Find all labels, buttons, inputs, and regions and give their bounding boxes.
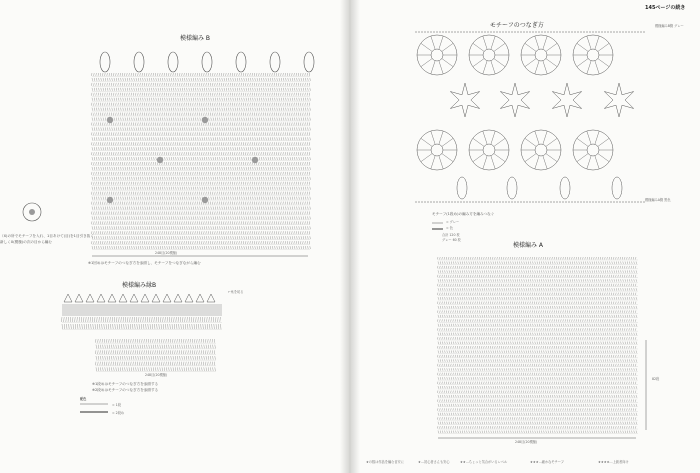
motif-flower-row1-spoke <box>535 36 539 49</box>
chart-a-side-label: 82段 <box>652 377 660 381</box>
motif-flower-row2-spoke <box>473 138 484 146</box>
edging-triangle <box>86 294 94 302</box>
motif-flower-row2-spoke <box>421 154 432 162</box>
motif-star <box>552 83 581 117</box>
chart-b-motif-dot <box>202 197 208 203</box>
chart-b-stitches <box>91 73 310 250</box>
motif-flower-row1-spoke <box>598 59 609 67</box>
chart-b-width-label: 248目(20模様) <box>155 251 178 255</box>
motif-flower-row1-spoke <box>595 61 599 74</box>
chart-b2-note-1: ※1段めはモチーフのつなぎ方を参照する <box>92 382 159 386</box>
page-header-label: 145ページの続き <box>645 5 686 11</box>
motif-flower-row2-spoke <box>473 154 484 162</box>
chart-a-title: 模様編み A <box>513 242 544 249</box>
motif-flower-row1-center <box>587 49 599 61</box>
chart-a-stitches <box>437 257 638 434</box>
motif-flower-row2-spoke <box>421 138 432 146</box>
motif-flower-row1-spoke <box>525 59 536 67</box>
motif-callout-bottom: 模様編みA側 黒色 <box>645 198 671 202</box>
edging-triangle <box>185 294 193 302</box>
chart-b-motif-dot <box>202 117 208 123</box>
motif-flower-row2-spoke <box>491 131 495 144</box>
chart-b2-title: 模様編み縁B <box>122 282 157 289</box>
motif-flower-row2-spoke <box>439 156 443 169</box>
motif-flower-row2-center <box>587 144 599 156</box>
side-note-line-2: 新しくX(模様)の次の目から編む <box>0 240 52 244</box>
motif-flower-row1-spoke <box>483 36 487 49</box>
chart-b-loop <box>236 52 246 72</box>
motif-flower-row1-spoke <box>525 43 536 51</box>
edging-triangle <box>174 294 182 302</box>
chart-b2-width-label: 248目(20模様) <box>145 373 168 377</box>
motif-flower-row1-spoke <box>491 36 495 49</box>
motif-flower-row2-spoke <box>525 154 536 162</box>
motif-flower-row1-spoke <box>431 61 435 74</box>
motif-flower-row2-spoke <box>442 138 453 146</box>
motif-callout-top: 模様編みB側 グレー <box>655 24 684 28</box>
chart-b-loop <box>202 52 212 72</box>
motif-bottom-loop <box>507 177 517 199</box>
legend-item-2: = 2段め <box>112 411 125 415</box>
motif-flower-row1-spoke <box>535 61 539 74</box>
legend-item-1: = 1段 <box>112 403 121 407</box>
motif-flower-row2-spoke <box>577 154 588 162</box>
motif-flower-row2-spoke <box>494 154 505 162</box>
chart-b2-stitches <box>95 339 216 372</box>
motif-flower-row1-spoke <box>587 61 591 74</box>
footer-item-5: ★★★★…上級者向け <box>598 460 629 464</box>
edging-triangle <box>97 294 105 302</box>
motif-flower-row1-center <box>483 49 495 61</box>
motif-flower-row2-spoke <box>525 138 536 146</box>
motif-flower-row1-spoke <box>577 59 588 67</box>
motif-star <box>500 83 529 117</box>
motif-count-2: グレー 60 枚 <box>442 238 461 242</box>
chart-b-motif-dot <box>107 117 113 123</box>
motif-flower-row2-spoke <box>494 138 505 146</box>
motif-flower-row1-spoke <box>543 61 547 74</box>
motif-flower-row2-spoke <box>598 154 609 162</box>
motif-flower-row1-spoke <box>494 43 505 51</box>
motif-flower-row2-spoke <box>442 154 453 162</box>
motif-note: モチーフ(1段め)の編み方を編みつなぐ <box>432 212 495 216</box>
motif-flower-row2-spoke <box>598 138 609 146</box>
motif-flower-row2-spoke <box>546 154 557 162</box>
footer-item-3: ★★…ちょっと気合がいるレベル <box>460 460 508 464</box>
motif-bottom-loop <box>612 177 622 199</box>
motif-flower-row2-spoke <box>543 131 547 144</box>
edging-triangle <box>108 294 116 302</box>
edging-triangle <box>75 294 83 302</box>
motif-flower-row1-spoke <box>577 43 588 51</box>
motif-flower-row1-spoke <box>442 59 453 67</box>
motif-bottom-loop <box>457 177 467 199</box>
small-motif-center <box>29 209 35 215</box>
legend-title: 配色 <box>80 397 87 401</box>
motif-flower-row1-center <box>431 49 443 61</box>
edging-triangle <box>130 294 138 302</box>
motif-flower-row2-spoke <box>587 131 591 144</box>
edging-stitches <box>61 317 222 330</box>
motif-flower-row2-spoke <box>595 131 599 144</box>
footer-item-4: ★★★…細かなモチーフ <box>530 460 564 464</box>
motif-flower-row2-spoke <box>439 131 443 144</box>
footer-item-1: ★の数は作品を編む目安に <box>366 460 404 464</box>
motif-bottom-loop <box>560 177 570 199</box>
chart-b-loop <box>134 52 144 72</box>
motif-flower-row1-spoke <box>421 43 432 51</box>
motif-flower-row2-spoke <box>577 138 588 146</box>
motif-flower-row1-spoke <box>543 36 547 49</box>
motif-flower-row1-spoke <box>421 59 432 67</box>
edging-triangle <box>152 294 160 302</box>
motif-flower-row1-spoke <box>473 43 484 51</box>
chart-b-note: ※1回めはモチーフのつなぎ方を参照し、モチーフをつなぎながら編む <box>88 261 201 265</box>
motif-legend-2: = 色 <box>446 226 453 230</box>
motif-flower-row1-spoke <box>473 59 484 67</box>
chart-b-title: 模様編み B <box>180 35 211 42</box>
motif-flower-row2-spoke <box>431 156 435 169</box>
chart-b-motif-dot <box>157 157 163 163</box>
edging-triangle <box>119 294 127 302</box>
footer-item-2: ★…初心者さんも安心 <box>418 460 450 464</box>
motif-flower-row2-spoke <box>535 156 539 169</box>
motif-flower-row2-spoke <box>546 138 557 146</box>
edging-triangle <box>64 294 72 302</box>
motif-flower-row1-spoke <box>546 59 557 67</box>
motif-flower-row2-center <box>431 144 443 156</box>
motif-flower-row1-spoke <box>439 61 443 74</box>
motif-flower-row2-spoke <box>595 156 599 169</box>
edging-triangle <box>196 294 204 302</box>
edging-triangle <box>141 294 149 302</box>
motif-flower-row2-center <box>483 144 495 156</box>
motif-flower-row2-spoke <box>483 156 487 169</box>
chart-b-loop <box>270 52 280 72</box>
motif-flower-row2-spoke <box>491 156 495 169</box>
motif-flower-row1-spoke <box>431 36 435 49</box>
chart-b2-note-2: ※2段めはモチーフのつなぎ方を参照する <box>92 388 159 392</box>
motif-section-title: モチーフのつなぎ方 <box>490 22 544 29</box>
motif-flower-row2-center <box>535 144 547 156</box>
motif-legend-1: = グレー <box>446 220 460 224</box>
motif-flower-row1-spoke <box>595 36 599 49</box>
chart-b-motif-dot <box>252 157 258 163</box>
motif-flower-row1-spoke <box>598 43 609 51</box>
chart-b-loop <box>304 52 314 72</box>
motif-flower-row1-spoke <box>494 59 505 67</box>
motif-flower-row2-spoke <box>431 131 435 144</box>
motif-flower-row1-center <box>535 49 547 61</box>
edging-triangle <box>207 294 215 302</box>
motif-flower-row2-spoke <box>483 131 487 144</box>
side-note-line-1: （X)の所でモチーフを入れ、1目あけて(目)を1目引き抜く <box>0 234 94 238</box>
motif-flower-row1-spoke <box>546 43 557 51</box>
chart-b-motif-dot <box>107 197 113 203</box>
motif-flower-row1-spoke <box>491 61 495 74</box>
edging-triangle <box>163 294 171 302</box>
motif-star <box>604 83 633 117</box>
chart-b2-annotation: ←糸を切る <box>228 290 244 294</box>
motif-flower-row1-spoke <box>483 61 487 74</box>
motif-flower-row2-spoke <box>535 131 539 144</box>
chart-a-width-label: 248目(20模様) <box>515 440 538 444</box>
motif-flower-row2-spoke <box>543 156 547 169</box>
motif-count-1: 合計 120 枚 <box>442 233 460 237</box>
chart-b-loop <box>168 52 178 72</box>
chart-b-loop <box>100 52 110 72</box>
motif-flower-row1-spoke <box>442 43 453 51</box>
motif-flower-row2-spoke <box>587 156 591 169</box>
edging-band <box>62 304 222 316</box>
motif-flower-row1-spoke <box>587 36 591 49</box>
motif-star <box>450 83 479 117</box>
motif-flower-row1-spoke <box>439 36 443 49</box>
